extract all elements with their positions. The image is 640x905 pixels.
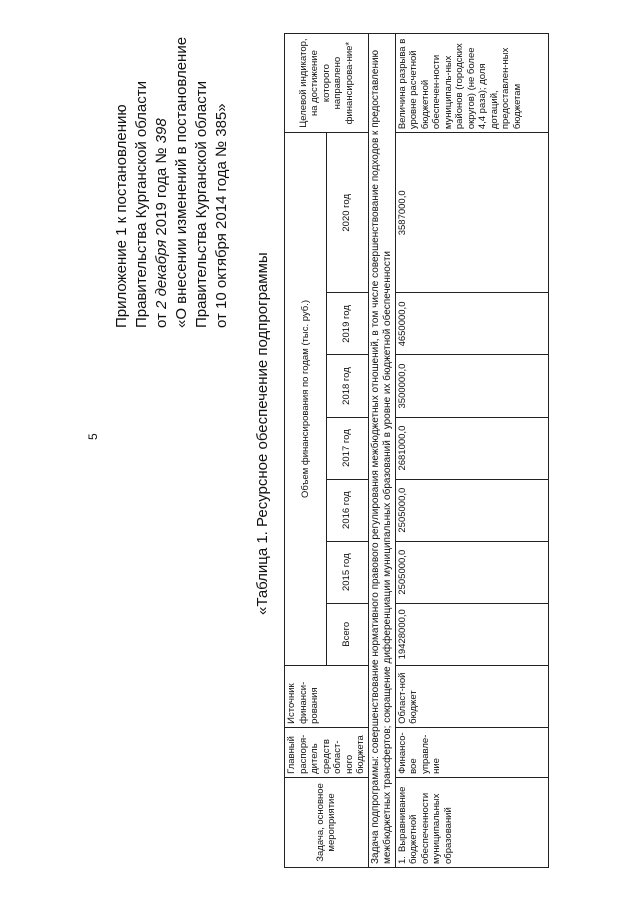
approval-line-2: Правительства Курганской области <box>133 80 150 328</box>
approval-line-3 <box>152 37 172 328</box>
header-indicator: Целевой индикатор, на достижение которого направлено финансирова-ние* <box>285 34 369 133</box>
approval-date: 2 декабря <box>153 239 170 309</box>
page-number: 5 <box>86 433 100 440</box>
resource-table-container <box>284 33 549 868</box>
year-value-cell: 3500000,0 <box>395 355 548 417</box>
approval-block <box>112 37 232 328</box>
header-year: 2018 год <box>326 355 368 417</box>
event-cell <box>395 777 548 867</box>
header-volume: Объем финансирования по годам (тыс. руб.) <box>285 133 327 666</box>
header-year: 2019 год <box>326 293 368 355</box>
indicator-cell: Величина разрыва в уровне расчетной бюджетной обеспечен-ности муниципаль-ных районов (городских округов) (не более 4,4 раза); доля дотаций, предоставлен-ных бюджетам <box>395 34 548 133</box>
header-year: 2020 год <box>326 133 368 293</box>
total-cell: 19428000,0 <box>395 603 548 665</box>
year-value-cell: 4650000,0 <box>395 293 548 355</box>
header-task: Задача, основное мероприятие <box>285 777 369 867</box>
approval-line-5: Правительства Курганской области <box>193 80 210 328</box>
event-number: 1. <box>396 856 408 864</box>
source-cell: Област-ной бюджет <box>395 665 548 727</box>
header-source: Источник финанси-рования <box>285 665 369 727</box>
resource-table <box>284 33 549 868</box>
event-name: Выравнивание бюджетной обеспеченности муниципальных образований <box>396 786 454 864</box>
manager-cell: Финансо-вое управле-ние <box>395 727 548 777</box>
approval-line-1: Приложение 1 к постановлению <box>113 104 130 328</box>
year-value-cell: 2505000,0 <box>395 541 548 603</box>
year-value-cell: 2505000,0 <box>395 479 548 541</box>
year-value-cell: 3587000,0 <box>395 133 548 293</box>
header-manager: Главный распоря-дитель средств област-ного бюджета <box>285 727 369 777</box>
approval-date-prefix: от <box>153 313 170 328</box>
approval-line-4: «О внесении изменений в постановление <box>173 36 190 328</box>
task-row: Задача подпрограммы: совершенствование нормативного правового регулирования межбюджетных отношений, в том числе совершенствование подходов к предоставлению межбюджетных трансфертов; сокращение дифференциации муниципальных образований в уровне их бюджетной обеспеченности <box>368 34 395 868</box>
year-value-cell: 2681000,0 <box>395 417 548 479</box>
approval-number: 398 <box>153 118 170 144</box>
approval-line-6: от 10 октября 2014 года № 385» <box>213 103 230 328</box>
header-total: Всего <box>326 603 368 665</box>
table-row <box>395 34 548 868</box>
header-year: 2017 год <box>326 417 368 479</box>
header-year: 2015 год <box>326 541 368 603</box>
header-year: 2016 год <box>326 479 368 541</box>
table-title: «Таблица 1. Ресурсное обеспечение подпрограммы <box>254 252 271 615</box>
approval-year: 2019 года № <box>153 147 170 236</box>
